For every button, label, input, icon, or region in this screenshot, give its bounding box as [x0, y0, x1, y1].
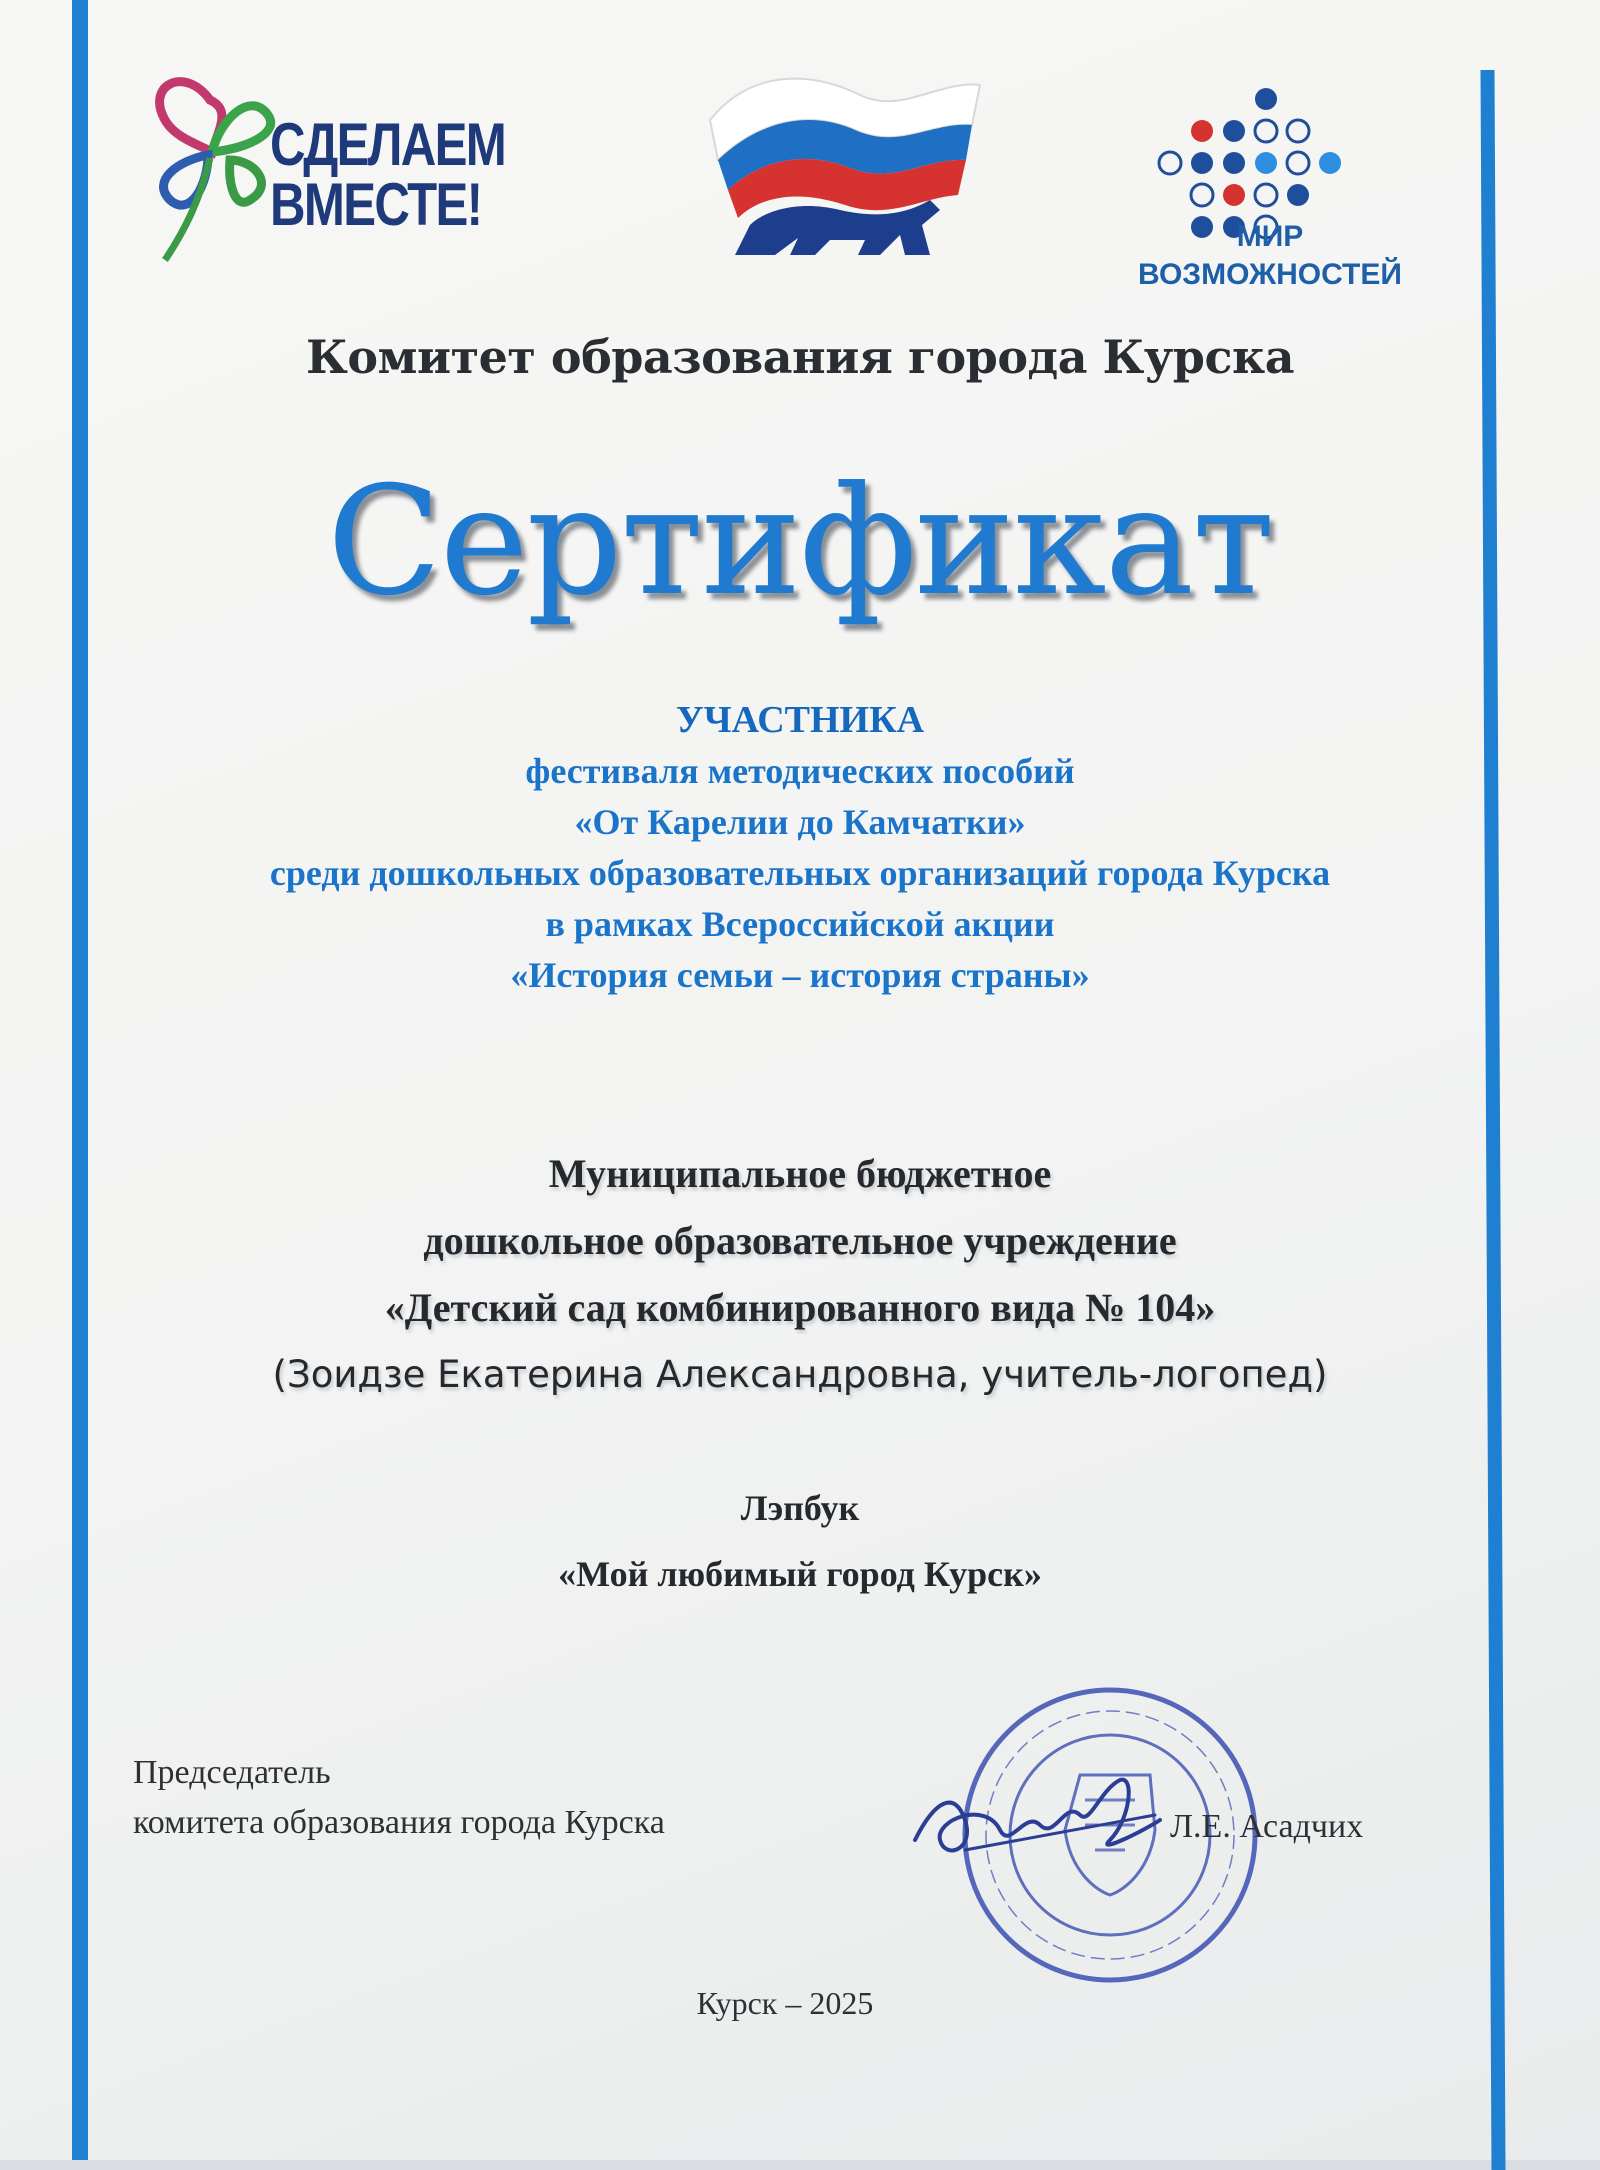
logo-dot [1191, 184, 1213, 206]
logo-text-left [270, 111, 506, 238]
work-type: Лэпбук [740, 1488, 860, 1528]
bear-flag-emblem-icon [690, 50, 990, 280]
logo-left-line2: ВМЕСТЕ! [270, 171, 482, 238]
logo-dot [1287, 184, 1309, 206]
logo-dot [1223, 184, 1245, 206]
logo-dot [1319, 152, 1341, 174]
logo-dot [1223, 120, 1245, 142]
award-line: «От Карелии до Камчатки» [574, 802, 1026, 842]
work-name: «Мой любимый город Курск» [558, 1554, 1042, 1594]
work-block [0, 1475, 1600, 1607]
logo-dot [1287, 120, 1309, 142]
logo-dot [1159, 152, 1181, 174]
logo-dot [1255, 184, 1277, 206]
logo-dot [1255, 120, 1277, 142]
signer-position [133, 1748, 665, 1848]
logo-left-line1: СДЕЛАЕМ [270, 111, 506, 178]
award-line: «История семьи – история страны» [510, 955, 1090, 995]
logo-dot [1255, 88, 1277, 110]
handwritten-signature-icon [905, 1760, 1165, 1880]
logo-dot [1255, 152, 1277, 174]
award-line: фестиваля методических пособий [525, 751, 1075, 791]
recipient-line: Муниципальное бюджетное [548, 1151, 1052, 1196]
logo-dot [1191, 152, 1213, 174]
logo-right-line2: ВОЗМОЖНОСТЕЙ [1138, 258, 1402, 291]
award-heading: УЧАСТНИКА [675, 699, 925, 741]
signer-position-line2: комитета образования города Курска [133, 1804, 665, 1841]
recipient-line: «Детский сад комбинированного вида № 104» [384, 1285, 1216, 1330]
logo-text-right [1110, 218, 1430, 294]
certificate-title: Сертификат [326, 455, 1274, 629]
award-block [0, 695, 1600, 1001]
logo-dot [1223, 152, 1245, 174]
logo-dot [1287, 152, 1309, 174]
award-line: в рамках Всероссийской акции [545, 904, 1055, 944]
recipient-block [0, 1140, 1600, 1408]
recipient-line: дошкольное образовательное учреждение [423, 1218, 1177, 1263]
committee-heading: Комитет образования города Курска [306, 330, 1294, 384]
frame-left-border [72, 0, 88, 2160]
award-line: среди дошкольных образовательных организаций города Курска [269, 853, 1331, 893]
signer-name: Л.Е. Асадчих [1170, 1808, 1364, 1845]
logo-dot [1191, 120, 1213, 142]
logo-right-line1: МИР [1236, 220, 1304, 253]
recipient-person: (Зоидзе Екатерина Александровна, учитель-логопед) [272, 1353, 1328, 1396]
place-year: Курск – 2025 [696, 1985, 874, 2021]
signer-position-line1: Председатель [133, 1754, 331, 1791]
